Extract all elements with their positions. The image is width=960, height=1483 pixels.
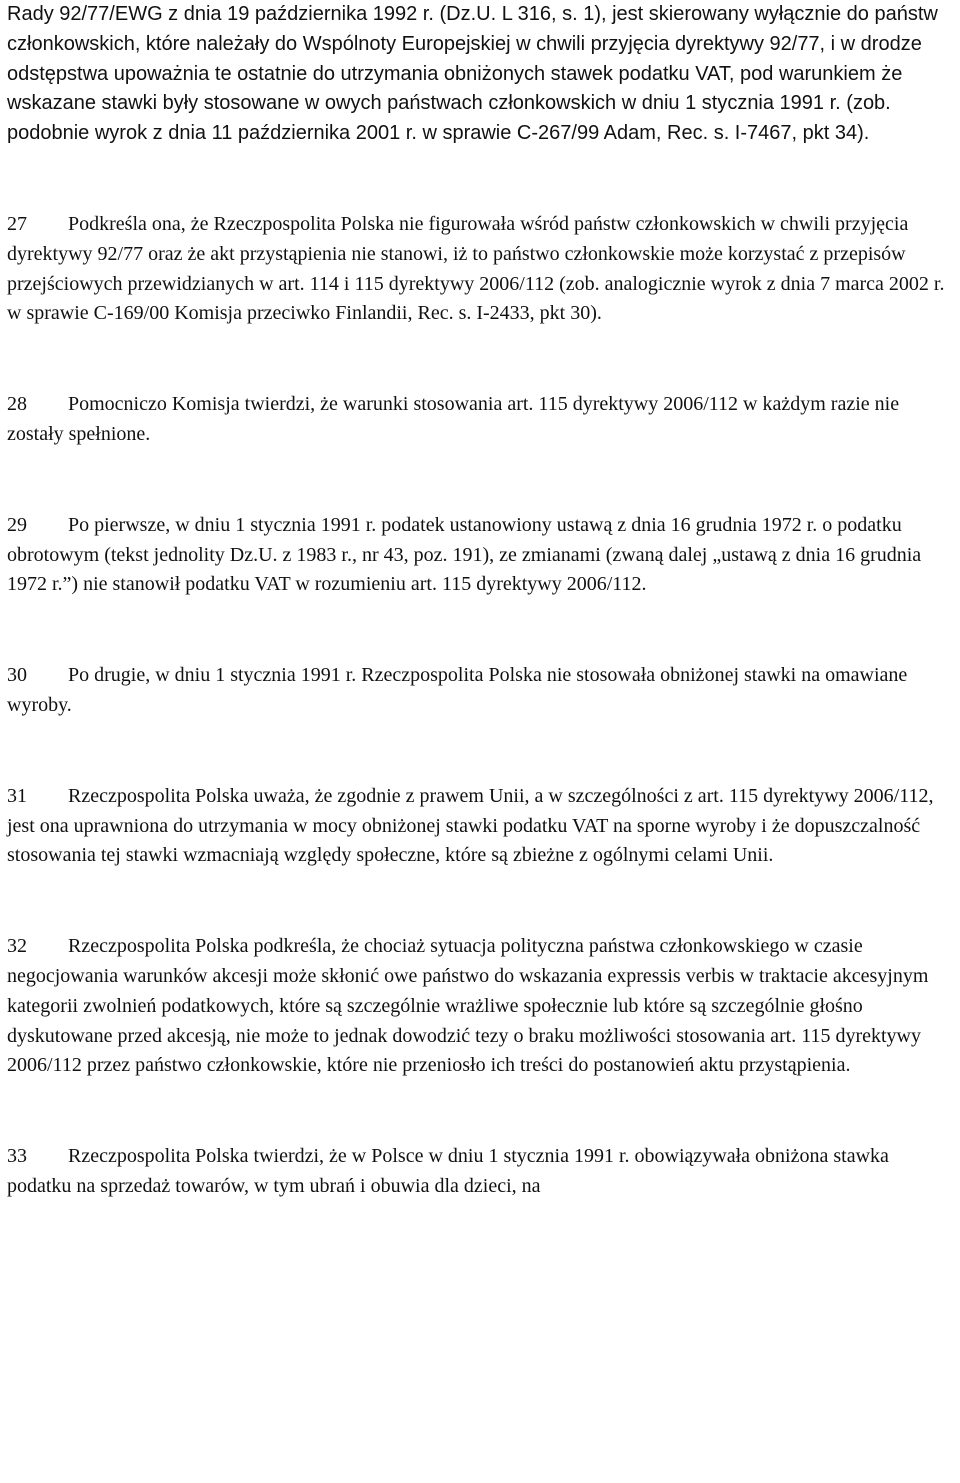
paragraph-32 [7, 932, 957, 1081]
paragraph-number: 33 [7, 1145, 27, 1168]
paragraph-number: 31 [7, 784, 27, 807]
intro-paragraph: Rady 92/77/EWG z dnia 19 października 1992 r. (Dz.U. L 316, s. 1), jest skierowany wyłącznie do państw członkowskich, które należały do Wspólnoty Europejskiej w chwili przyjęcia dyrektywy 92/77, i w drodze odstępstwa upoważnia te ostatnie do utrzymania obniżonych stawek podatku VAT, pod warunkiem że wskazane stawki były stosowane w owych państwach członkowskich w dniu 1 stycznia 1991 r. (zob. podobnie wyrok z dnia 11 października 2001 r. w sprawie C‑267/99 Adam, Rec. s. I‑7467, pkt 34). [7, 3, 938, 145]
paragraph-number: 27 [7, 212, 27, 235]
paragraph-33 [7, 1142, 957, 1202]
paragraph-text: Rzeczpospolita Polska podkreśla, że chociaż sytuacja polityczna państwa członkowskiego w czasie negocjowania warunków akcesji może skłonić owe państwo do wskazania expressis verbis w traktacie akcesyjnym kategorii zwolnień podatkowych, które są szczególnie wrażliwe społecznie lub które są szczególnie głośno dyskutowane przed akcesją, nie może to jednak dowodzić tezy o braku możliwości stosowania art. 115 dyrektywy 2006/112 przez państwo członkowskie, które nie przeniosło ich treści do postanowień aktu przystąpienia. [7, 935, 929, 1077]
paragraph-text: Rzeczpospolita Polska twierdzi, że w Polsce w dniu 1 stycznia 1991 r. obowiązywała obniżona stawka podatku na sprzedaż towarów, w tym ubrań i obuwia dla dzieci, na [7, 1145, 889, 1197]
paragraph-29 [7, 511, 957, 600]
paragraph-28 [7, 390, 957, 450]
paragraph-text: Po pierwsze, w dniu 1 stycznia 1991 r. podatek ustanowiony ustawą z dnia 16 grudnia 1972 r. o podatku obrotowym (tekst jednolity Dz.U. z 1983 r., nr 43, poz. 191), ze zmianami (zwaną dalej „ustawą z dnia 16 grudnia 1972 r.”) nie stanowił podatku VAT w rozumieniu art. 115 dyrektywy 2006/112. [7, 513, 922, 596]
paragraph-30 [7, 661, 957, 721]
paragraph-number: 32 [7, 935, 27, 958]
paragraph-text: Rzeczpospolita Polska uważa, że zgodnie z prawem Unii, a w szczególności z art. 115 dyrektywy 2006/112, jest ona uprawniona do utrzymania w mocy obniżonej stawki podatku VAT na sporne wyroby i że dopuszczalność stosowania tej stawki wzmacniają względy społeczne, które są zbieżne z ogólnymi celami Unii. [7, 784, 934, 867]
paragraph-31 [7, 782, 957, 871]
paragraph-text: Pomocniczo Komisja twierdzi, że warunki stosowania art. 115 dyrektywy 2006/112 w każdym razie nie zostały spełnione. [7, 393, 900, 445]
paragraph-number: 28 [7, 393, 27, 416]
paragraph-number: 29 [7, 513, 27, 536]
document-page [7, 0, 957, 1202]
paragraph-27 [7, 210, 957, 329]
paragraph-text: Po drugie, w dniu 1 stycznia 1991 r. Rzeczpospolita Polska nie stosowała obniżonej stawki na omawiane wyroby. [7, 664, 908, 716]
paragraph-number: 30 [7, 664, 27, 687]
paragraph-text: Podkreśla ona, że Rzeczpospolita Polska nie figurowała wśród państw członkowskich w chwili przyjęcia dyrektywy 92/77 oraz że akt przystąpienia nie stanowi, iż to państwo członkowskie może korzystać z przepisów przejściowych przewidzianych w art. 114 i 115 dyrektywy 2006/112 (zob. analogicznie wyrok z dnia 7 marca 2002 r. w sprawie C‑169/00 Komisja przeciwko Finlandii, Rec. s. I‑2433, pkt 30). [7, 212, 945, 325]
